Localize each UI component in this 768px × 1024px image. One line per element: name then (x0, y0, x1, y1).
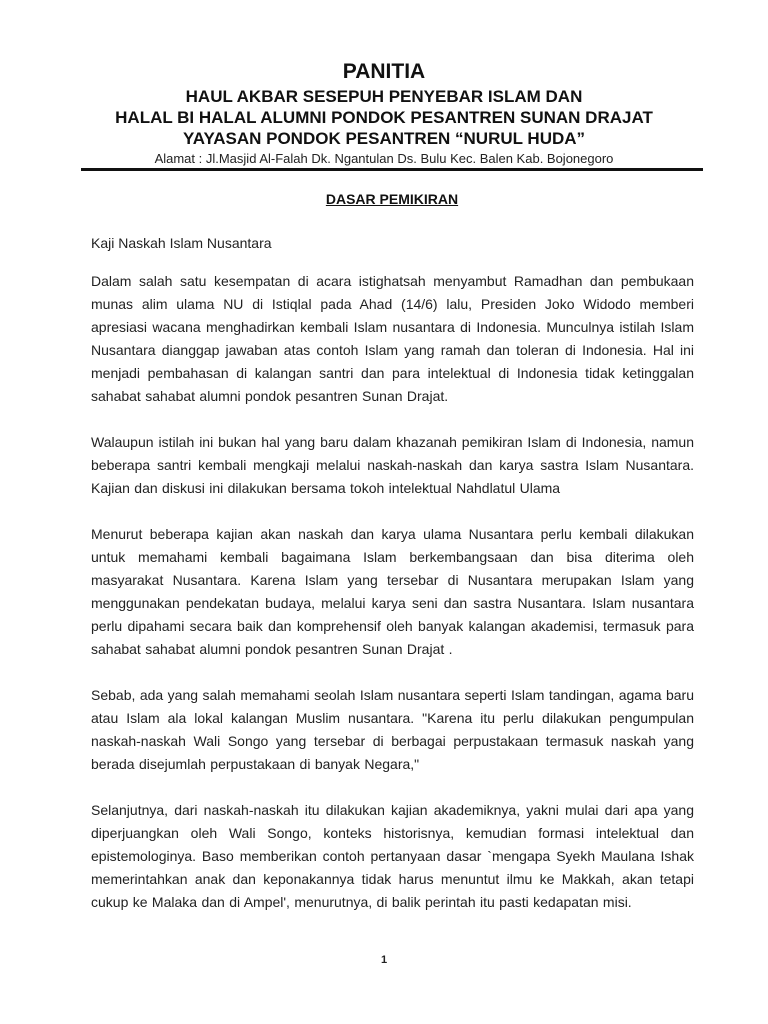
letterhead-line-1: HAUL AKBAR SESEPUH PENYEBAR ISLAM DAN (185, 87, 583, 106)
letterhead (60, 58, 708, 168)
paragraph: Walaupun istilah ini bukan hal yang baru dalam khazanah pemikiran Islam di Indonesia, namun beberapa santri kembali mengkaji melalui naskah-naskah dan karya sastra Islam Nusantara. Kajian dan diskusi ini dilakukan bersama tokoh intelektual Nahdlatul Ulama (91, 434, 694, 496)
header-divider (81, 168, 703, 171)
document-body (91, 270, 694, 914)
document-subtitle: Kaji Naskah Islam Nusantara (91, 235, 272, 251)
paragraph: Selanjutnya, dari naskah-naskah itu dilakukan kajian akademiknya, yakni mulai dari apa yang diperjuangkan oleh Wali Songo, konteks historisnya, kemudian formasi intelektual dan epistemologinya. Baso memberikan contoh pertanyaan dasar `mengapa Syekh Maulana Ishak memerintahkan anak dan keponakannya tidak harus menuntut ilmu ke Makkah, akan tetapi cukup ke Malaka dan di Ampel', menurutnya, di balik perintah itu pasti kedapatan misi. (91, 802, 694, 910)
section-title: DASAR PEMIKIRAN (325, 191, 459, 207)
letterhead-line-3: YAYASAN PONDOK PESANTREN “NURUL HUDA” (182, 129, 586, 148)
letterhead-line-2: HALAL BI HALAL ALUMNI PONDOK PESANTREN SUNAN DRAJAT (115, 108, 653, 127)
page-number: 1 (380, 954, 388, 966)
paragraph: Dalam salah satu kesempatan di acara istighatsah menyambut Ramadhan dan pembukaan munas alim ulama NU di Istiqlal pada Ahad (14/6) lalu, Presiden Joko Widodo memberi apresiasi wacana menghadirkan kembali Islam nusantara di Indonesia. Munculnya istilah Islam Nusantara dianggap jawaban atas contoh Islam yang ramah dan toleran di Indonesia. Hal ini menjadi pembahasan di kalangan santri dan para intelektual di Indonesia tidak ketinggalan sahabat sahabat alumni pondok pesantren Sunan Drajat. (91, 273, 694, 404)
letterhead-address: Alamat : Jl.Masjid Al-Falah Dk. Ngantulan Ds. Bulu Kec. Balen Kab. Bojonegoro (154, 151, 614, 166)
letterhead-title: PANITIA (342, 60, 426, 83)
paragraph: Menurut beberapa kajian akan naskah dan karya ulama Nusantara perlu kembali dilakukan untuk memahami kembali bagaimana Islam berkembangsaan dan bisa diterima oleh masyarakat Nusantara. Karena Islam yang tersebar di Nusantara merupakan Islam yang menggunakan pendekatan budaya, melalui karya seni dan sastra Nusantara. Islam nusantara perlu dipahami secara baik dan komprehensif oleh banyak kalangan akademisi, termasuk para sahabat sahabat alumni pondok pesantren Sunan Drajat . (91, 526, 694, 657)
paragraph: Sebab, ada yang salah memahami seolah Islam nusantara seperti Islam tandingan, agama baru atau Islam ala lokal kalangan Muslim nusantara. "Karena itu perlu dilakukan pengumpulan naskah-naskah Wali Songo yang tersebar di berbagai perpustakaan termasuk naskah yang berada disejumlah perpustakaan di banyak Negara," (91, 687, 694, 772)
